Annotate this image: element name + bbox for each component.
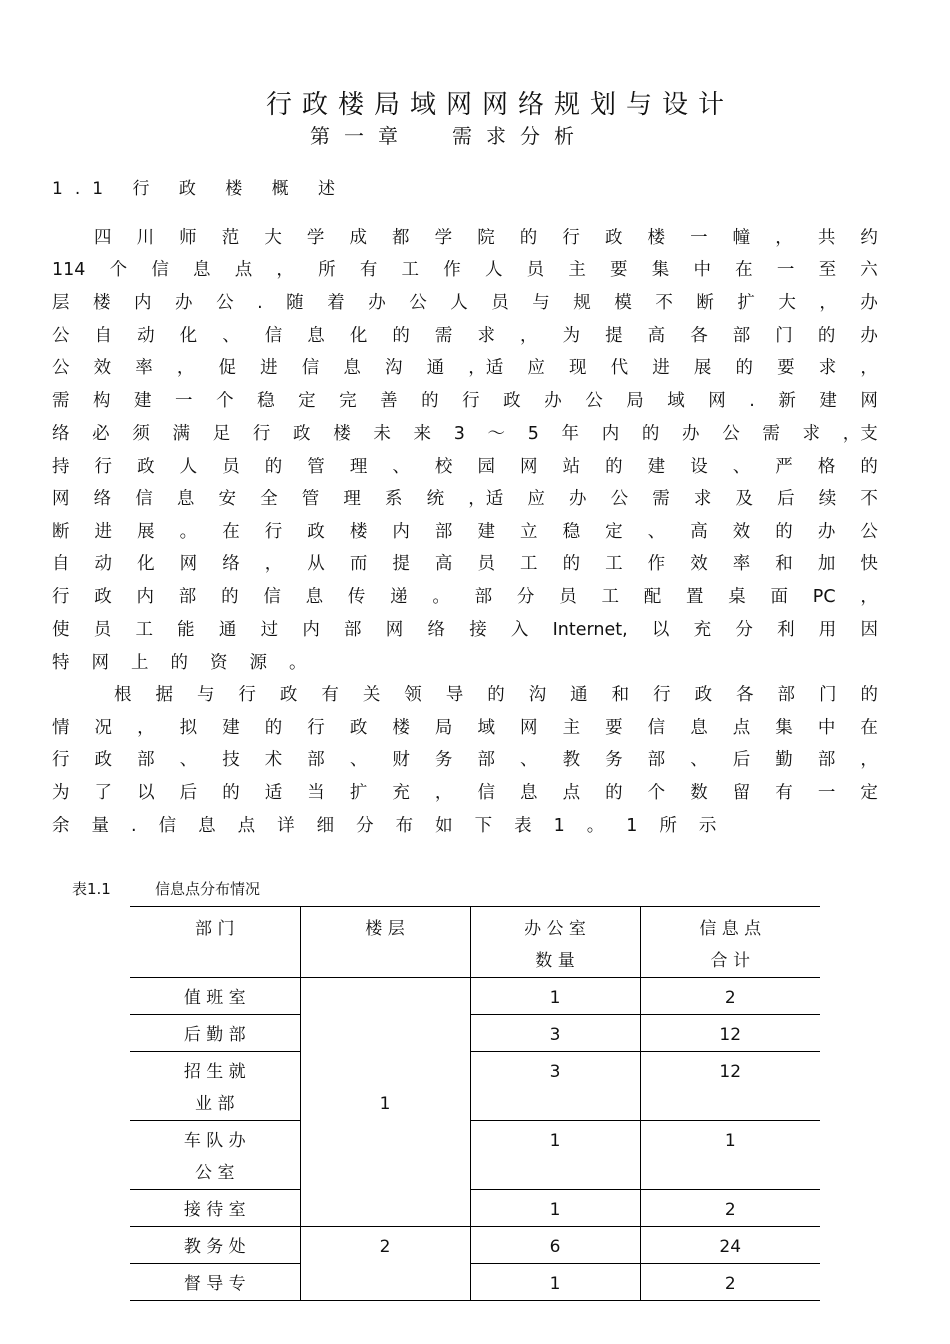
- text-line: 为 了 以 后 的 适 当 扩 充 ， 信 息 点 的 个 数 留 有 一 定: [52, 783, 878, 803]
- floor-cell: 1: [300, 978, 470, 1227]
- text-line: 公 自 动 化 、 信 息 化 的 需 求 ， 为 提 高 各 部 门 的 办: [52, 326, 878, 346]
- table-row: [130, 1264, 820, 1301]
- text-line: 网 络 信 息 安 全 管 理 系 统 ，适 应 办 公 需 求 及 后 续 不: [52, 489, 878, 509]
- floor-cell: 2: [300, 1227, 470, 1301]
- text-line: 行 政 部 、 技 术 部 、 财 务 部 、 教 务 部 、 后 勤 部 ，: [52, 750, 878, 770]
- points-cell: 24: [640, 1227, 820, 1264]
- text-line: 持 行 政 人 员 的 管 理 、 校 园 网 站 的 建 设 、 严 格 的: [52, 457, 878, 477]
- text-line: 公 效 率 ， 促 进 信 息 沟 通 ，适 应 现 代 进 展 的 要 求 ，: [52, 358, 878, 378]
- text-line: 余 量 . 信 息 点 详 细 分 布 如 下 表 1 。 1 所 示: [52, 816, 717, 836]
- text-line: 自 动 化 网 络 ， 从 而 提 高 员 工 的 工 作 效 率 和 加 快: [52, 554, 878, 574]
- text-line: 根 据 与 行 政 有 关 领 导 的 沟 通 和 行 政 各 部 门 的: [114, 685, 878, 705]
- text-line: 情 况 ， 拟 建 的 行 政 楼 局 域 网 主 要 信 息 点 集 中 在: [52, 718, 878, 738]
- table-header-row: [130, 907, 820, 978]
- points-cell: 12: [640, 1052, 820, 1121]
- dept-cell: 接 待 室: [130, 1190, 300, 1227]
- dept-cell: 督 导 专: [130, 1264, 300, 1301]
- text-line: 络 必 须 满 足 行 政 楼 未 来 3 ～ 5 年 内 的 办 公 需 求 ，支: [52, 424, 878, 444]
- text-line: 层 楼 内 办 公 . 随 着 办 公 人 员 与 规 模 不 断 扩 大 ， 办: [52, 293, 878, 313]
- dept-cell: 值 班 室: [130, 978, 300, 1015]
- text-line: 四 川 师 范 大 学 成 都 学 院 的 行 政 楼 一 幢 ， 共 约: [94, 228, 878, 248]
- table-row: [130, 978, 820, 1015]
- table-caption: 信息点分布情况: [155, 880, 261, 898]
- table-row: [130, 1190, 820, 1227]
- header-offices: 办 公 室 数 量: [470, 907, 640, 978]
- text-line: 断 进 展 。 在 行 政 楼 内 部 建 立 稳 定 、 高 效 的 办 公: [52, 522, 878, 542]
- chapter-number: 第一章: [310, 124, 412, 148]
- offices-cell: 3: [470, 1052, 640, 1121]
- info-point-table: [130, 906, 820, 1301]
- offices-cell: 1: [470, 1190, 640, 1227]
- points-cell: 1: [640, 1121, 820, 1190]
- header-floor: 楼 层: [300, 907, 470, 978]
- points-cell: 2: [640, 1190, 820, 1227]
- text-line: 需 构 建 一 个 稳 定 完 善 的 行 政 办 公 局 域 网 . 新 建 网: [52, 391, 878, 411]
- table-row: [130, 1015, 820, 1052]
- header-points: 信 息 点 合 计: [640, 907, 820, 978]
- text-line: 114 个 信 息 点 ， 所 有 工 作 人 员 主 要 集 中 在 一 至 六: [52, 260, 878, 280]
- offices-cell: 1: [470, 978, 640, 1015]
- header-dept: 部 门: [130, 907, 300, 978]
- table-caption-number: 表1.1: [72, 880, 111, 898]
- text-line: 使 员 工 能 通 过 内 部 网 络 接 入 Internet, 以 充 分 利 用 因: [52, 620, 878, 640]
- chapter-title: 需求分析: [452, 124, 588, 148]
- offices-cell: 6: [470, 1227, 640, 1264]
- dept-cell: 车 队 办 公 室: [130, 1121, 300, 1190]
- table-row: [130, 1052, 820, 1121]
- table-row: [130, 1227, 820, 1264]
- dept-cell: 招 生 就 业 部: [130, 1052, 300, 1121]
- table-row: [130, 1121, 820, 1190]
- text-line: 特 网 上 的 资 源 。: [52, 653, 307, 673]
- offices-cell: 1: [470, 1264, 640, 1301]
- offices-cell: 3: [470, 1015, 640, 1052]
- points-cell: 12: [640, 1015, 820, 1052]
- dept-cell: 后 勤 部: [130, 1015, 300, 1052]
- section-heading: 1.1 行 政 楼 概 述: [52, 179, 348, 199]
- dept-cell: 教 务 处: [130, 1227, 300, 1264]
- points-cell: 2: [640, 1264, 820, 1301]
- text-line: 行 政 内 部 的 信 息 传 递 。 部 分 员 工 配 置 桌 面 PC ，: [52, 587, 878, 607]
- points-cell: 2: [640, 978, 820, 1015]
- document-title: 行政楼局域网网络规划与设计: [265, 90, 734, 120]
- offices-cell: 1: [470, 1121, 640, 1190]
- chapter-heading: [310, 120, 588, 149]
